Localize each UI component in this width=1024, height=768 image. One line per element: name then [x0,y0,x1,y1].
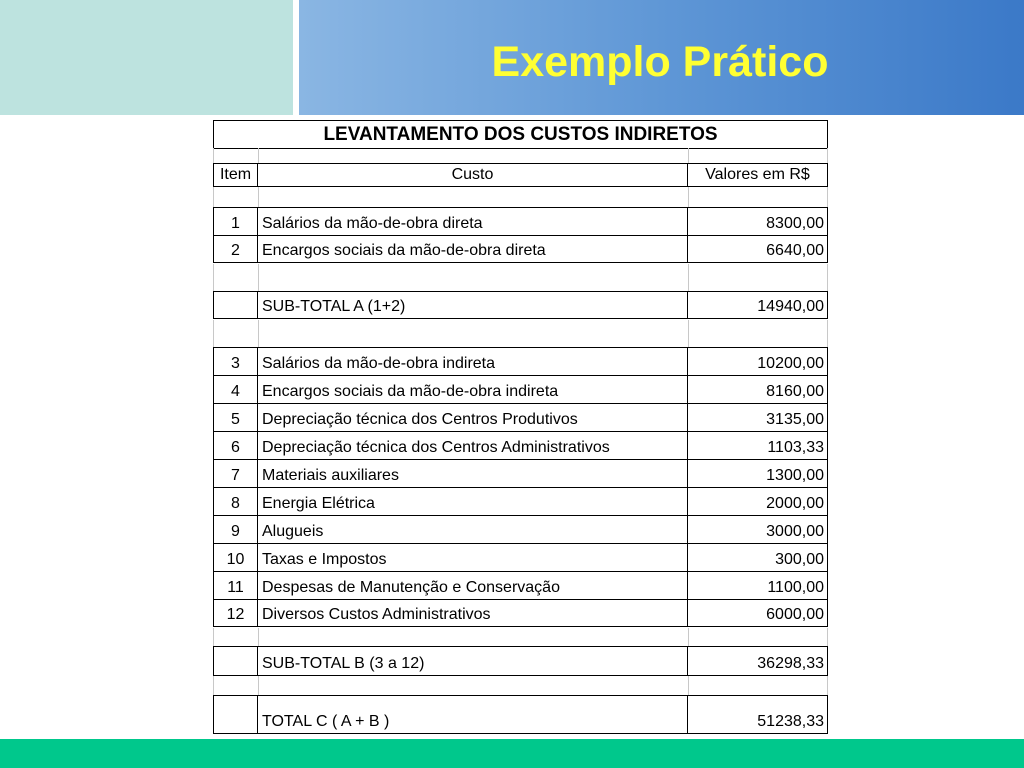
header-left-panel [0,0,293,115]
row-cost: Energia Elétrica [258,488,688,515]
row-cost: Despesas de Manutenção e Conservação [258,572,688,599]
row-value: 14940,00 [688,292,828,318]
row-item: 8 [213,488,258,515]
row-item: 5 [213,404,258,431]
row-cost: Encargos sociais da mão-de-obra indireta [258,376,688,403]
row-cost: Salários da mão-de-obra direta [258,208,688,235]
row-value: 6640,00 [688,236,828,262]
table-spacer [213,264,828,291]
row-item: 12 [213,600,258,626]
row-item: 6 [213,432,258,459]
footer-bar [0,739,1024,768]
table-title: LEVANTAMENTO DOS CUSTOS INDIRETOS [213,120,828,149]
table-row [213,235,828,263]
table-row [213,403,828,431]
header-item: Item [213,164,258,186]
row-item: 3 [213,348,258,375]
row-value: 300,00 [688,544,828,571]
row-value: 2000,00 [688,488,828,515]
row-item: 4 [213,376,258,403]
table-header-row [213,163,828,187]
row-value: 3135,00 [688,404,828,431]
total-c-row [213,695,828,734]
row-cost: SUB-TOTAL B (3 a 12) [258,647,688,675]
table-row [213,207,828,235]
table-row [213,375,828,403]
row-value: 6000,00 [688,600,828,626]
row-item [213,292,258,318]
subtotal-b-row [213,646,828,676]
table-spacer [213,320,828,347]
row-item [213,647,258,675]
subtotal-a-row [213,291,828,319]
table-row [213,459,828,487]
row-cost: Diversos Custos Administrativos [258,600,688,626]
row-cost: Salários da mão-de-obra indireta [258,348,688,375]
table-spacer [213,628,828,646]
row-cost: Encargos sociais da mão-de-obra direta [258,236,688,262]
row-value: 1103,33 [688,432,828,459]
row-value: 51238,33 [688,696,828,733]
slide-title: Exemplo Prático [491,38,829,86]
row-value: 10200,00 [688,348,828,375]
row-item: 9 [213,516,258,543]
row-value: 8300,00 [688,208,828,235]
table-row [213,515,828,543]
row-item: 10 [213,544,258,571]
row-value: 8160,00 [688,376,828,403]
row-value: 1100,00 [688,572,828,599]
row-item: 1 [213,208,258,235]
row-cost: Materiais auxiliares [258,460,688,487]
table-row [213,571,828,599]
row-cost: SUB-TOTAL A (1+2) [258,292,688,318]
row-cost: Depreciação técnica dos Centros Administrativos [258,432,688,459]
row-value: 3000,00 [688,516,828,543]
row-cost: Depreciação técnica dos Centros Produtivos [258,404,688,431]
row-item: 2 [213,236,258,262]
row-item: 11 [213,572,258,599]
row-item: 7 [213,460,258,487]
table-spacer [213,676,828,695]
table-row [213,347,828,375]
table-spacer [213,187,828,207]
header-value: Valores em R$ [688,164,828,186]
table-row [213,543,828,571]
row-item [213,696,258,733]
table-spacer [213,148,828,164]
row-value: 1300,00 [688,460,828,487]
table-row [213,431,828,459]
table-row [213,599,828,627]
row-cost: TOTAL C ( A + B ) [258,696,688,733]
row-cost: Alugueis [258,516,688,543]
row-value: 36298,33 [688,647,828,675]
table-row [213,487,828,515]
row-cost: Taxas e Impostos [258,544,688,571]
header-cost: Custo [258,164,688,186]
